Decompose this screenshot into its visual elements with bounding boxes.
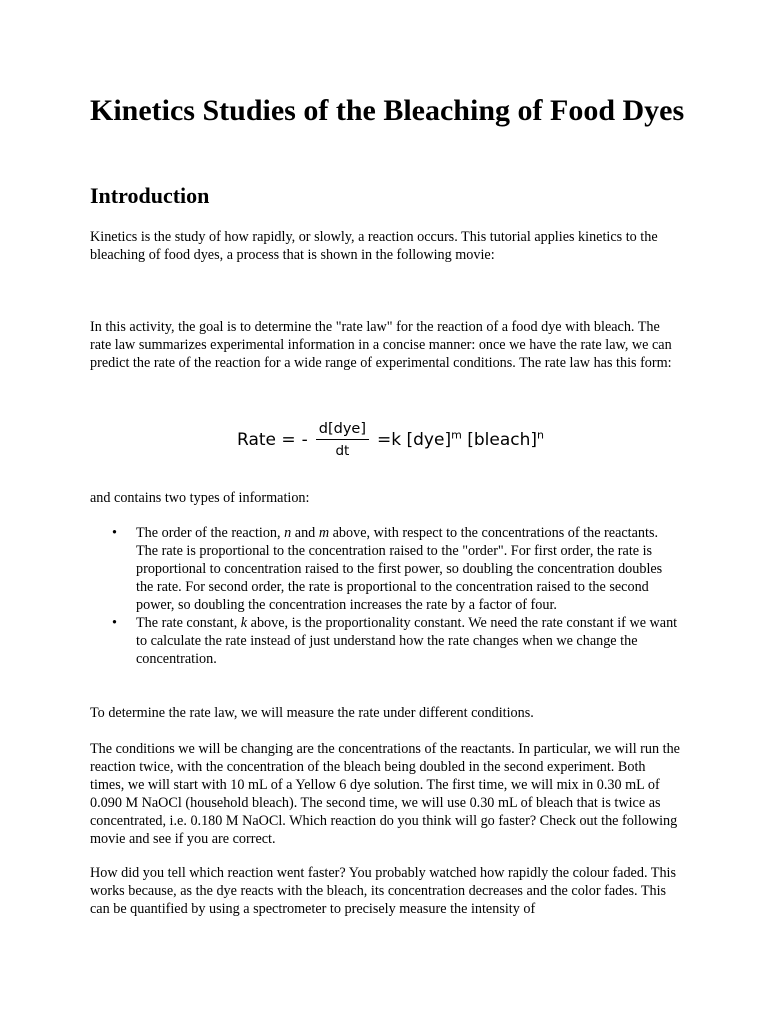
equation-rhs-part1: =k [dye] — [377, 430, 452, 450]
bullet-list — [90, 524, 680, 668]
section-heading-introduction: Introduction — [90, 183, 210, 208]
list-item — [90, 524, 680, 614]
equation-lhs: Rate = — [237, 430, 296, 450]
bullet2-text-pre: The rate constant, — [136, 615, 241, 631]
bullet1-var-n: n — [284, 525, 292, 541]
bullet2-var-k: k — [240, 615, 248, 631]
bullet1-var-m: m — [318, 525, 330, 541]
bullet2-text-post: above, is the proportionality constant. We need the rate constant if we want to calculate the rate instead of just understand how the rate changes when we change the concentration. — [136, 615, 678, 667]
bullet1-text-pre: The order of the reaction, — [136, 525, 285, 541]
paragraph-conditions: The conditions we will be changing are the concentrations of the reactants. In particular, we will run the reaction twice, with the concentration of the bleach being doubled in the second experiment. Both times, we will start with 10 mL of a Yellow 6 dye solution. The first time, we will mix in 0.30 mL of 0.090 M NaOCl (household bleach). The second time, we will use 0.30 mL of bleach that is twice as concentrated, i.e. 0.180 M NaOCl. Which reaction do you think will go faster? Check out the following movie and see if you are correct. — [90, 741, 680, 847]
equation-rhs-part2: [bleach] — [467, 430, 537, 450]
equation-denominator: dt — [335, 443, 350, 459]
paragraph-goal: In this activity, the goal is to determine the "rate law" for the reaction of a food dye with bleach. The rate law summarizes experimental information in a concise manner: once we have the rate law, we can predict the rate of the reaction for a wide range of experimental conditions. The rate law has this form: — [90, 319, 672, 371]
equation-exponent-n: n — [537, 428, 544, 442]
paragraph-intro: Kinetics is the study of how rapidly, or slowly, a reaction occurs. This tutorial applies kinetics to the bleaching of food dyes, a process that is shown in the following movie: — [90, 229, 658, 263]
paragraph-how-did: How did you tell which reaction went faster? You probably watched how rapidly the colour faded. This works because, as the dye reacts with the bleach, its concentration decreases and the color fades. This can be quantified by using a spectrometer to precisely measure the intensity of — [90, 865, 677, 917]
paragraph-types: and contains two types of information: — [90, 490, 310, 506]
equation-minus: - — [301, 430, 308, 450]
bullet-marker: • — [112, 525, 117, 541]
document-title: Kinetics Studies of the Bleaching of Food Dyes — [90, 94, 685, 127]
bullet-marker: • — [112, 615, 117, 631]
bullet1-text-post: above, with respect to the concentrations of the reactants. The rate is proportional to the concentration raised to the "order". For first order, the rate is proportional to concentration raised to the first power, so doubling the concentration doubles the rate. For second order, the rate is proportional to the concentration raised to the second power, so doubling the concentration increases the rate by a factor of four. — [136, 525, 663, 613]
bullet1-text-mid: and — [291, 525, 319, 541]
list-item — [90, 614, 680, 668]
equation-rhs — [377, 430, 544, 450]
rate-law-equation — [237, 415, 544, 465]
equation-fraction — [316, 421, 369, 459]
equation-numerator: d[dye] — [316, 421, 369, 440]
equation-exponent-m: m — [451, 428, 462, 442]
paragraph-determine: To determine the rate law, we will measure the rate under different conditions. — [90, 705, 534, 721]
